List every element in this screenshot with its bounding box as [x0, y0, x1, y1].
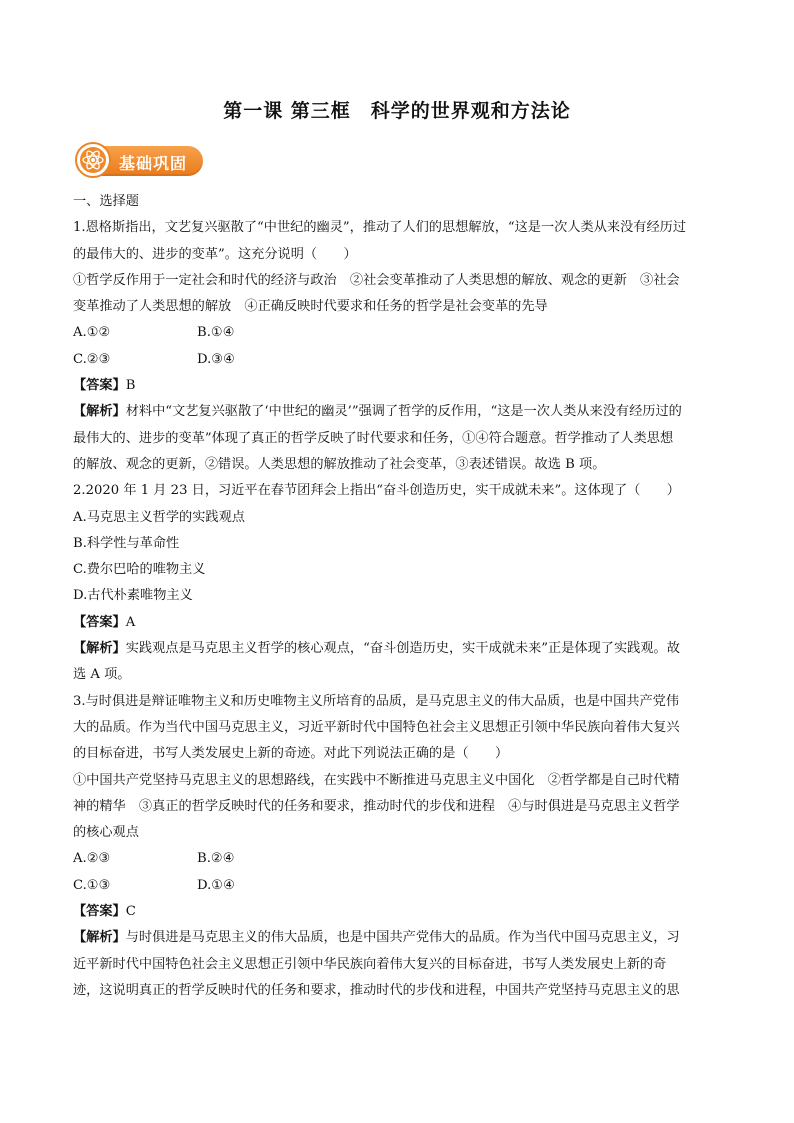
- q3-stem-line: 的目标奋进，书写人类发展史上新的奇迹。对此下列说法正确的是（ ）: [73, 746, 509, 762]
- q2-option-d: D.古代朴素唯物主义: [73, 588, 193, 604]
- q2-option-a: A.马克思主义哲学的实践观点: [73, 509, 245, 525]
- section-badge: [75, 142, 205, 180]
- answer-value: C: [125, 904, 136, 920]
- answer-value: B: [125, 378, 136, 394]
- q3-option-a: A.②③: [73, 851, 111, 867]
- q1-stem-line: 的最伟大的、进步的变革”。这充分说明（ ）: [73, 246, 357, 262]
- analysis-text: 材料中“文艺复兴驱散了‘中世纪的幽灵’”强调了哲学的反作用，“这是一次人类从来没有经历过的: [125, 404, 682, 420]
- q2-analysis-line: 选 A 项。: [73, 667, 131, 683]
- answer-label: 【答案】: [73, 378, 126, 394]
- q1-option-b: B.①④: [197, 325, 235, 341]
- q3-answer: [73, 899, 721, 925]
- q2-stem-line: 2.2020 年 1 月 23 日，习近平在春节团拜会上指出“奋斗创造历史，实干成就未来”。这体现了（ ）: [73, 483, 680, 499]
- q1-items-line: ①哲学反作用于一定社会和时代的经济与政治 ②社会变革推动了人类思想的解放、观念的更新 ③社会: [73, 272, 680, 288]
- analysis-label: 【解析】: [73, 930, 126, 946]
- q1-stem-line: 1.恩格斯指出，文艺复兴驱散了“中世纪的幽灵”，推动了人们的思想解放，“这是一次人类从来没有经历过: [73, 220, 687, 236]
- q3-analysis-line: 近平新时代中国特色社会主义思想正引领中华民族向着伟大复兴的目标奋进，书写人类发展史上新的奇: [73, 956, 667, 972]
- section-heading: 一、选择题: [73, 194, 139, 209]
- analysis-text: 实践观点是马克思主义哲学的核心观点，“奋斗创造历史，实干成就未来”正是体现了实践观。故: [125, 641, 680, 657]
- q1-analysis-line: 的解放、观念的更新，②错误。人类思想的解放推动了社会变革，③表述错误。故选 B 项。: [73, 456, 606, 472]
- atom-icon: [75, 142, 111, 178]
- q3-option-b: B.②④: [197, 851, 235, 867]
- q2-answer: [73, 610, 721, 636]
- q3-items-line: ①中国共产党坚持马克思主义的思想路线，在实践中不断推进马克思主义中国化 ②哲学都是自己时代精: [73, 772, 680, 788]
- page-title: 第一课 第三框 科学的世界观和方法论: [223, 100, 571, 122]
- answer-label: 【答案】: [73, 904, 126, 920]
- q3-options-row: [73, 873, 721, 899]
- q1-items-line: 变革推动了人类思想的解放 ④正确反映时代要求和任务的哲学是社会变革的先导: [73, 299, 548, 315]
- q1-option-a: A.①②: [73, 325, 111, 341]
- q1-answer: [73, 373, 721, 399]
- analysis-text: 与时俱进是马克思主义的伟大品质，也是中国共产党伟大的品质。作为当代中国马克思主义，习: [125, 930, 680, 946]
- badge-label: 基础巩固: [119, 154, 188, 173]
- q3-options-row: [73, 846, 721, 872]
- q3-stem-line: 3.与时俱进是辩证唯物主义和历史唯物主义所培育的品质，是马克思主义的伟大品质，也是中国共产党伟: [73, 693, 680, 709]
- analysis-label: 【解析】: [73, 641, 126, 657]
- q1-options-row: [73, 320, 721, 346]
- q2-option-b: B.科学性与革命性: [73, 535, 180, 551]
- q3-analysis-line: 迹，这说明真正的哲学反映时代的任务和要求，推动时代的步伐和进程，中国共产党坚持马克思主义的思: [73, 982, 680, 998]
- q1-option-d: D.③④: [197, 351, 235, 367]
- answer-label: 【答案】: [73, 614, 126, 630]
- q3-stem-line: 大的品质。作为当代中国马克思主义，习近平新时代中国特色社会主义思想正引领中华民族向着伟大复兴: [73, 719, 680, 735]
- answer-value: A: [125, 614, 136, 630]
- q3-items-line: 神的精华 ③真正的哲学反映时代的任务和要求，推动时代的步伐和进程 ④与时俱进是马克思主义哲学: [73, 798, 680, 814]
- q1-analysis-line: [73, 399, 721, 425]
- q3-analysis-line: [73, 925, 721, 951]
- q3-option-d: D.①④: [197, 877, 235, 893]
- q1-analysis-line: 最伟大的、进步的变革”体现了真正的哲学反映了时代要求和任务，①④符合题意。哲学推动了人类思想: [73, 430, 674, 446]
- question-body: [73, 189, 721, 1004]
- q1-options-row: [73, 347, 721, 373]
- q3-items-line: 的核心观点: [73, 825, 139, 841]
- q1-option-c: C.②③: [73, 351, 111, 367]
- q2-analysis-line: [73, 636, 721, 662]
- q2-option-c: C.费尔巴哈的唯物主义: [73, 562, 206, 578]
- analysis-label: 【解析】: [73, 404, 126, 420]
- q3-option-c: C.①③: [73, 877, 111, 893]
